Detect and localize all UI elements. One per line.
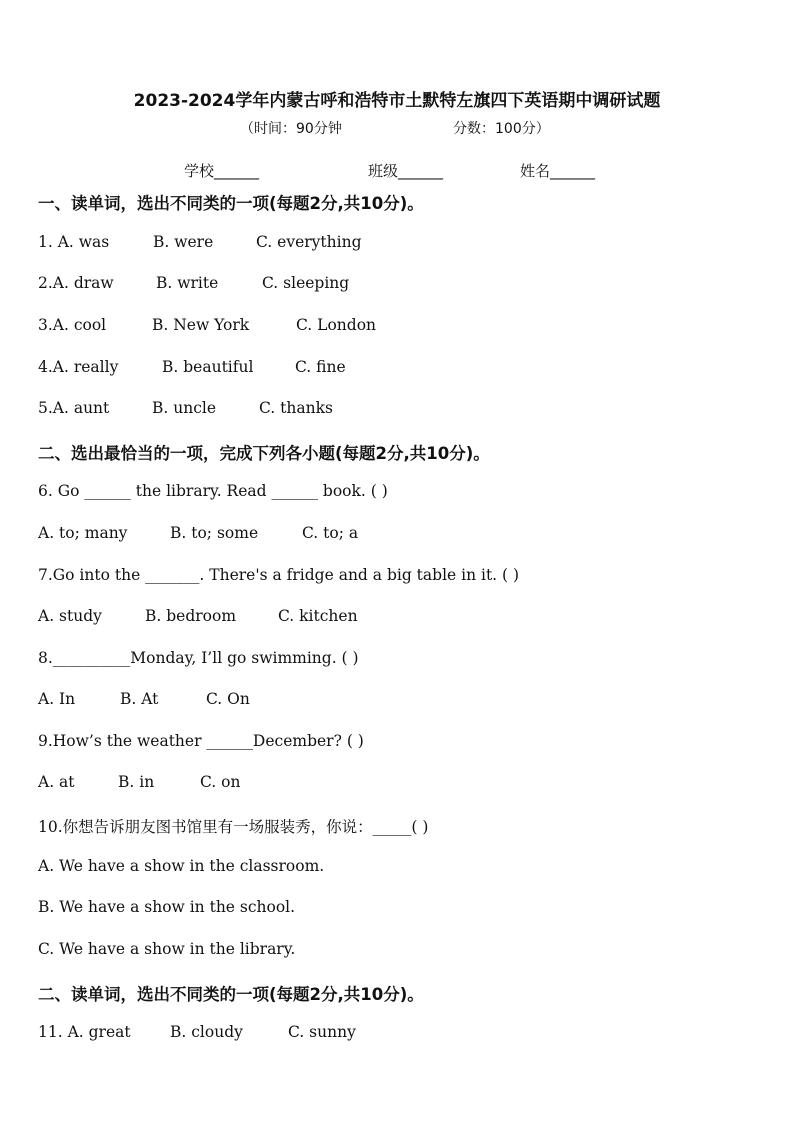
option-c: C. On (206, 690, 250, 708)
option-c: C. to; a (302, 524, 359, 542)
question-1 (38, 233, 362, 251)
option-b: B. New York (152, 316, 250, 334)
option-c: C. kitchen (278, 607, 358, 625)
name-field: 姓名______ (520, 162, 596, 180)
option-c: C. sunny (288, 1023, 356, 1041)
question-4 (38, 358, 346, 376)
exam-score: 分数：100分） (453, 121, 550, 137)
option-a: 2.A. draw (38, 274, 114, 292)
option-b: B. uncle (152, 399, 217, 417)
option-a: 5.A. aunt (38, 399, 110, 417)
question-10-option-a: A. We have a show in the classroom. (38, 857, 325, 875)
question-5 (38, 399, 333, 417)
option-b: B. beautiful (162, 358, 254, 376)
option-b: B. cloudy (170, 1023, 243, 1041)
option-b: B. were (153, 233, 214, 251)
question-6: 6. Go ______ the library. Read ______ book. ( ) (38, 482, 388, 500)
option-a: 1. A. was (38, 233, 110, 251)
class-field: 班级______ (368, 162, 444, 180)
exam-title: 2023-2024学年内蒙古呼和浩特市土默特左旗四下英语期中调研试题 (133, 91, 661, 111)
question-8-options (38, 690, 250, 708)
question-3 (38, 316, 376, 334)
question-2 (38, 274, 349, 292)
question-9: 9.How’s the weather ______December? ( ) (38, 732, 364, 750)
option-a: A. study (38, 607, 102, 625)
option-b: B. bedroom (145, 607, 237, 625)
question-7: 7.Go into the _______. There's a fridge and a big table in it. ( ) (38, 566, 520, 584)
question-9-options (38, 773, 240, 791)
section-heading-2: 二、选出最恰当的一项，完成下列各小题(每题2分,共10分)。 (38, 444, 490, 463)
option-c: C. fine (295, 358, 346, 376)
question-6-options (38, 524, 358, 542)
question-11 (38, 1023, 356, 1041)
option-c: C. everything (256, 233, 362, 251)
option-b: B. in (118, 773, 155, 791)
question-10: 10.你想告诉朋友图书馆里有一场服装秀，你说：_____( ) (38, 818, 429, 836)
question-10-option-b: B. We have a show in the school. (38, 898, 296, 916)
exam-time: （时间：90分钟 (240, 121, 342, 137)
option-c: C. sleeping (262, 274, 350, 292)
option-c: C. on (200, 773, 241, 791)
option-a: A. to; many (38, 524, 128, 542)
question-10-option-c: C. We have a show in the library. (38, 940, 296, 958)
option-c: C. thanks (259, 399, 333, 417)
option-a: 4.A. really (38, 358, 119, 376)
option-b: B. write (156, 274, 219, 292)
question-7-options (38, 607, 358, 625)
option-b: B. to; some (170, 524, 259, 542)
section-heading-1: 一、读单词，选出不同类的一项(每题2分,共10分)。 (38, 194, 424, 213)
option-a: 3.A. cool (38, 316, 107, 334)
option-c: C. London (296, 316, 377, 334)
section-heading-3: 二、读单词，选出不同类的一项(每题2分,共10分)。 (38, 985, 424, 1004)
option-a: 11. A. great (38, 1023, 131, 1041)
option-b: B. At (120, 690, 159, 708)
school-field: 学校______ (184, 162, 260, 180)
question-8: 8.__________Monday, I’ll go swimming. ( ) (38, 649, 359, 667)
option-a: A. In (38, 690, 76, 708)
option-a: A. at (38, 773, 75, 791)
